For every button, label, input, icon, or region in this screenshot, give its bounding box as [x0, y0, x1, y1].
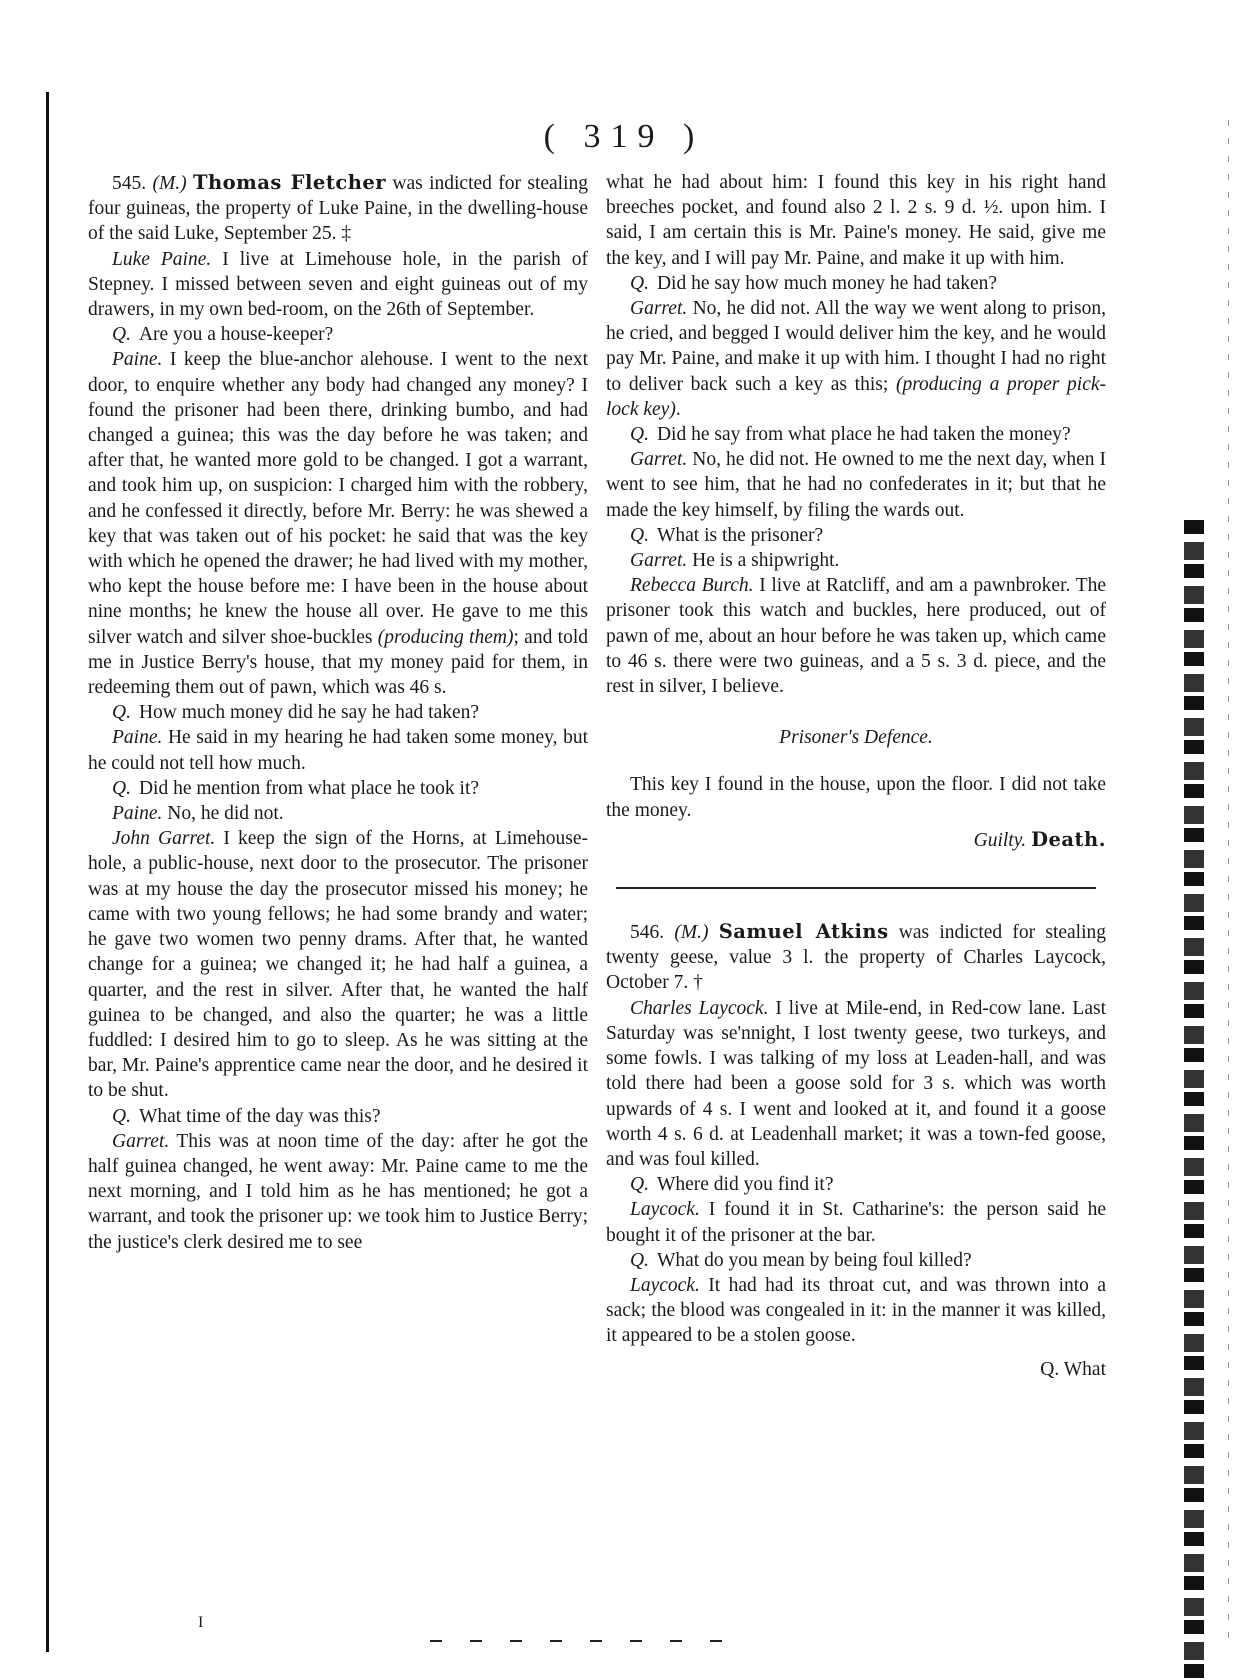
defendant-name: Samuel Atkins [718, 920, 889, 944]
testimony: Rebecca Burch. I live at Ratcliff, and am a pawnbroker. The prisoner took this watch and buckles, here produced, out of pawn of me, about an hour before he was taken up, which came to 46 s. there were two guineas, and a 5 s. 3 d. piece, and the rest in silver, I believe. [606, 575, 1107, 698]
question: Q. How much money did he say he had taken? [112, 702, 480, 724]
signature-mark: I [198, 1614, 204, 1631]
question: Q. What is the prisoner? [630, 524, 824, 546]
testimony: Garret. No, he did not. He owned to me the next day, when I went to see him, that he had no confederates in it; but that he made the key himself, by filing the wards out. [606, 449, 1106, 521]
defendant-name: Thomas Fletcher [192, 171, 387, 194]
case-divider [616, 887, 1096, 889]
question: Q. Did he mention from what place he took it? [112, 777, 480, 799]
scan-edge-right-thin [1228, 120, 1229, 1640]
testimony: Garret. This was at noon time of the day: after he got the half guinea changed, he went away: Mr. Paine came to me the next morning, and I told him as he has mentioned; he got a warrant, and took the prisoner up: we took him to Justice Berry; the justice's clerk desired me to see [88, 1130, 588, 1253]
catchword: Q. What [1040, 1358, 1106, 1380]
prisoner-defence: This key I found in the house, upon the floor. I did not take the money. [606, 774, 1106, 821]
testimony: Paine. No, he did not. [112, 803, 284, 825]
testimony: John Garret. I keep the sign of the Horns, at Limehouse-hole, a public-house, next door to the prosecutor. The prisoner was at my house the day the prosecutor missed his money; he came with two young fellows; he had some brandy and water; he gave two women two penny drams. After that, he wanted change for a guinea; we changed it; he had half a guinea, a quarter, and the rest in silver. After that, he wanted the half guinea to be changed, and also the quarter; he was a little fuddled: I desired him to go to sleep. As he was sitting at the bar, Mr. Paine's apprentice came near the door, and he desired it to be shut. [88, 828, 588, 1102]
testimony: Garret. No, he did not. All the way we went along to prison, he cried, and begged I would deliver him the key, and he would pay Mr. Paine, and make it up with him. I thought I had no right to deliver back such a key as this; (producing a proper pick-lock key). [606, 298, 1107, 420]
testimony: Luke Paine. I live at Limehouse hole, in the parish of Stepney. I missed between seven and eight guineas out of my drawers, in my own bed-room, on the 26th of September. [88, 248, 589, 321]
scan-edge-right [1184, 520, 1204, 1680]
verdict: Guilty. Death. [973, 827, 1106, 851]
left-column [88, 170, 588, 1255]
testimony: Paine. I keep the blue-anchor alehouse. I went to the next door, to enquire whether any body had changed any money? I found the prisoner had been there, drinking bumbo, and had changed a guinea; this was the day before he was taken; and after that, he wanted more gold to be changed. I got a warrant, and took him up, on suspicion: I charged him with the robbery, and he confessed it directly, before Mr. Berry: he was shewed a key that was taken out of his pocket: he said that was the key with which he opened the drawer; he had lived with my mother, who kept the house before me: I have been in the house about nine months; he knew the house all over. He gave to me this silver watch and silver shoe-buckles (producing them); and told me in Justice Berry's house, that my money paid for them, in redeeming them out of pawn, which was 46 s. [88, 349, 589, 699]
scan-bottom-marks [430, 1640, 730, 1642]
question: Q. Did he say from what place he had taken the money? [630, 424, 1071, 446]
page-number: ( 319 ) [543, 118, 705, 155]
testimony: Charles Laycock. I live at Mile-end, in Red-cow lane. Last Saturday was se'nnight, I lost twenty geese, two turkeys, and some fowls. I was talking of my loss at Leaden-hall, and was told there had been a goose sold for 3 s. which was worth upwards of 4 s. I went and looked at it, and found it a goose worth 4 s. 6 d. at Leadenhall market; it was a town-fed goose, and was foul killed. [606, 997, 1106, 1170]
testimony: Laycock. It had had its throat cut, and was thrown into a sack; the blood was congealed in it: in the manner it was killed, it appeared to be a stolen goose. [606, 1274, 1106, 1347]
question: Q. Are you a house-keeper? [112, 324, 334, 346]
right-column [606, 170, 1106, 1382]
question: Q. What do you mean by being foul killed? [630, 1249, 972, 1271]
defence-heading: Prisoner's Defence. [779, 727, 933, 749]
testimony: Paine. He said in my hearing he had taken some money, but he could not tell how much. [88, 727, 589, 774]
case-545-heading: 545. (M.) Thomas Fletcher was indicted for stealing four guineas, the property of Luke Paine, in the dwelling-house of the said Luke, September 25. ‡ [88, 171, 589, 245]
question: Q. Where did you find it? [630, 1174, 834, 1196]
case-546-heading: 546. (M.) Samuel Atkins was indicted for stealing twenty geese, value 3 l. the property of Charles Laycock, October 7. † [606, 920, 1107, 994]
question: Q. Did he say how much money he had taken? [630, 272, 998, 294]
testimony: Garret. He is a shipwright. [630, 550, 840, 572]
testimony-continued: what he had about him: I found this key in his right hand breeches pocket, and found also 2 l. 2 s. 9 d. ½. upon him. I said, I am certain this is Mr. Paine's money. He said, give me the key, and I will pay Mr. Paine, and make it up with him. [606, 172, 1106, 269]
scan-edge-left [46, 92, 49, 1652]
question: Q. What time of the day was this? [112, 1105, 381, 1127]
testimony: Laycock. I found it in St. Catharine's: the person said he bought it of the prisoner at the bar. [606, 1199, 1107, 1246]
